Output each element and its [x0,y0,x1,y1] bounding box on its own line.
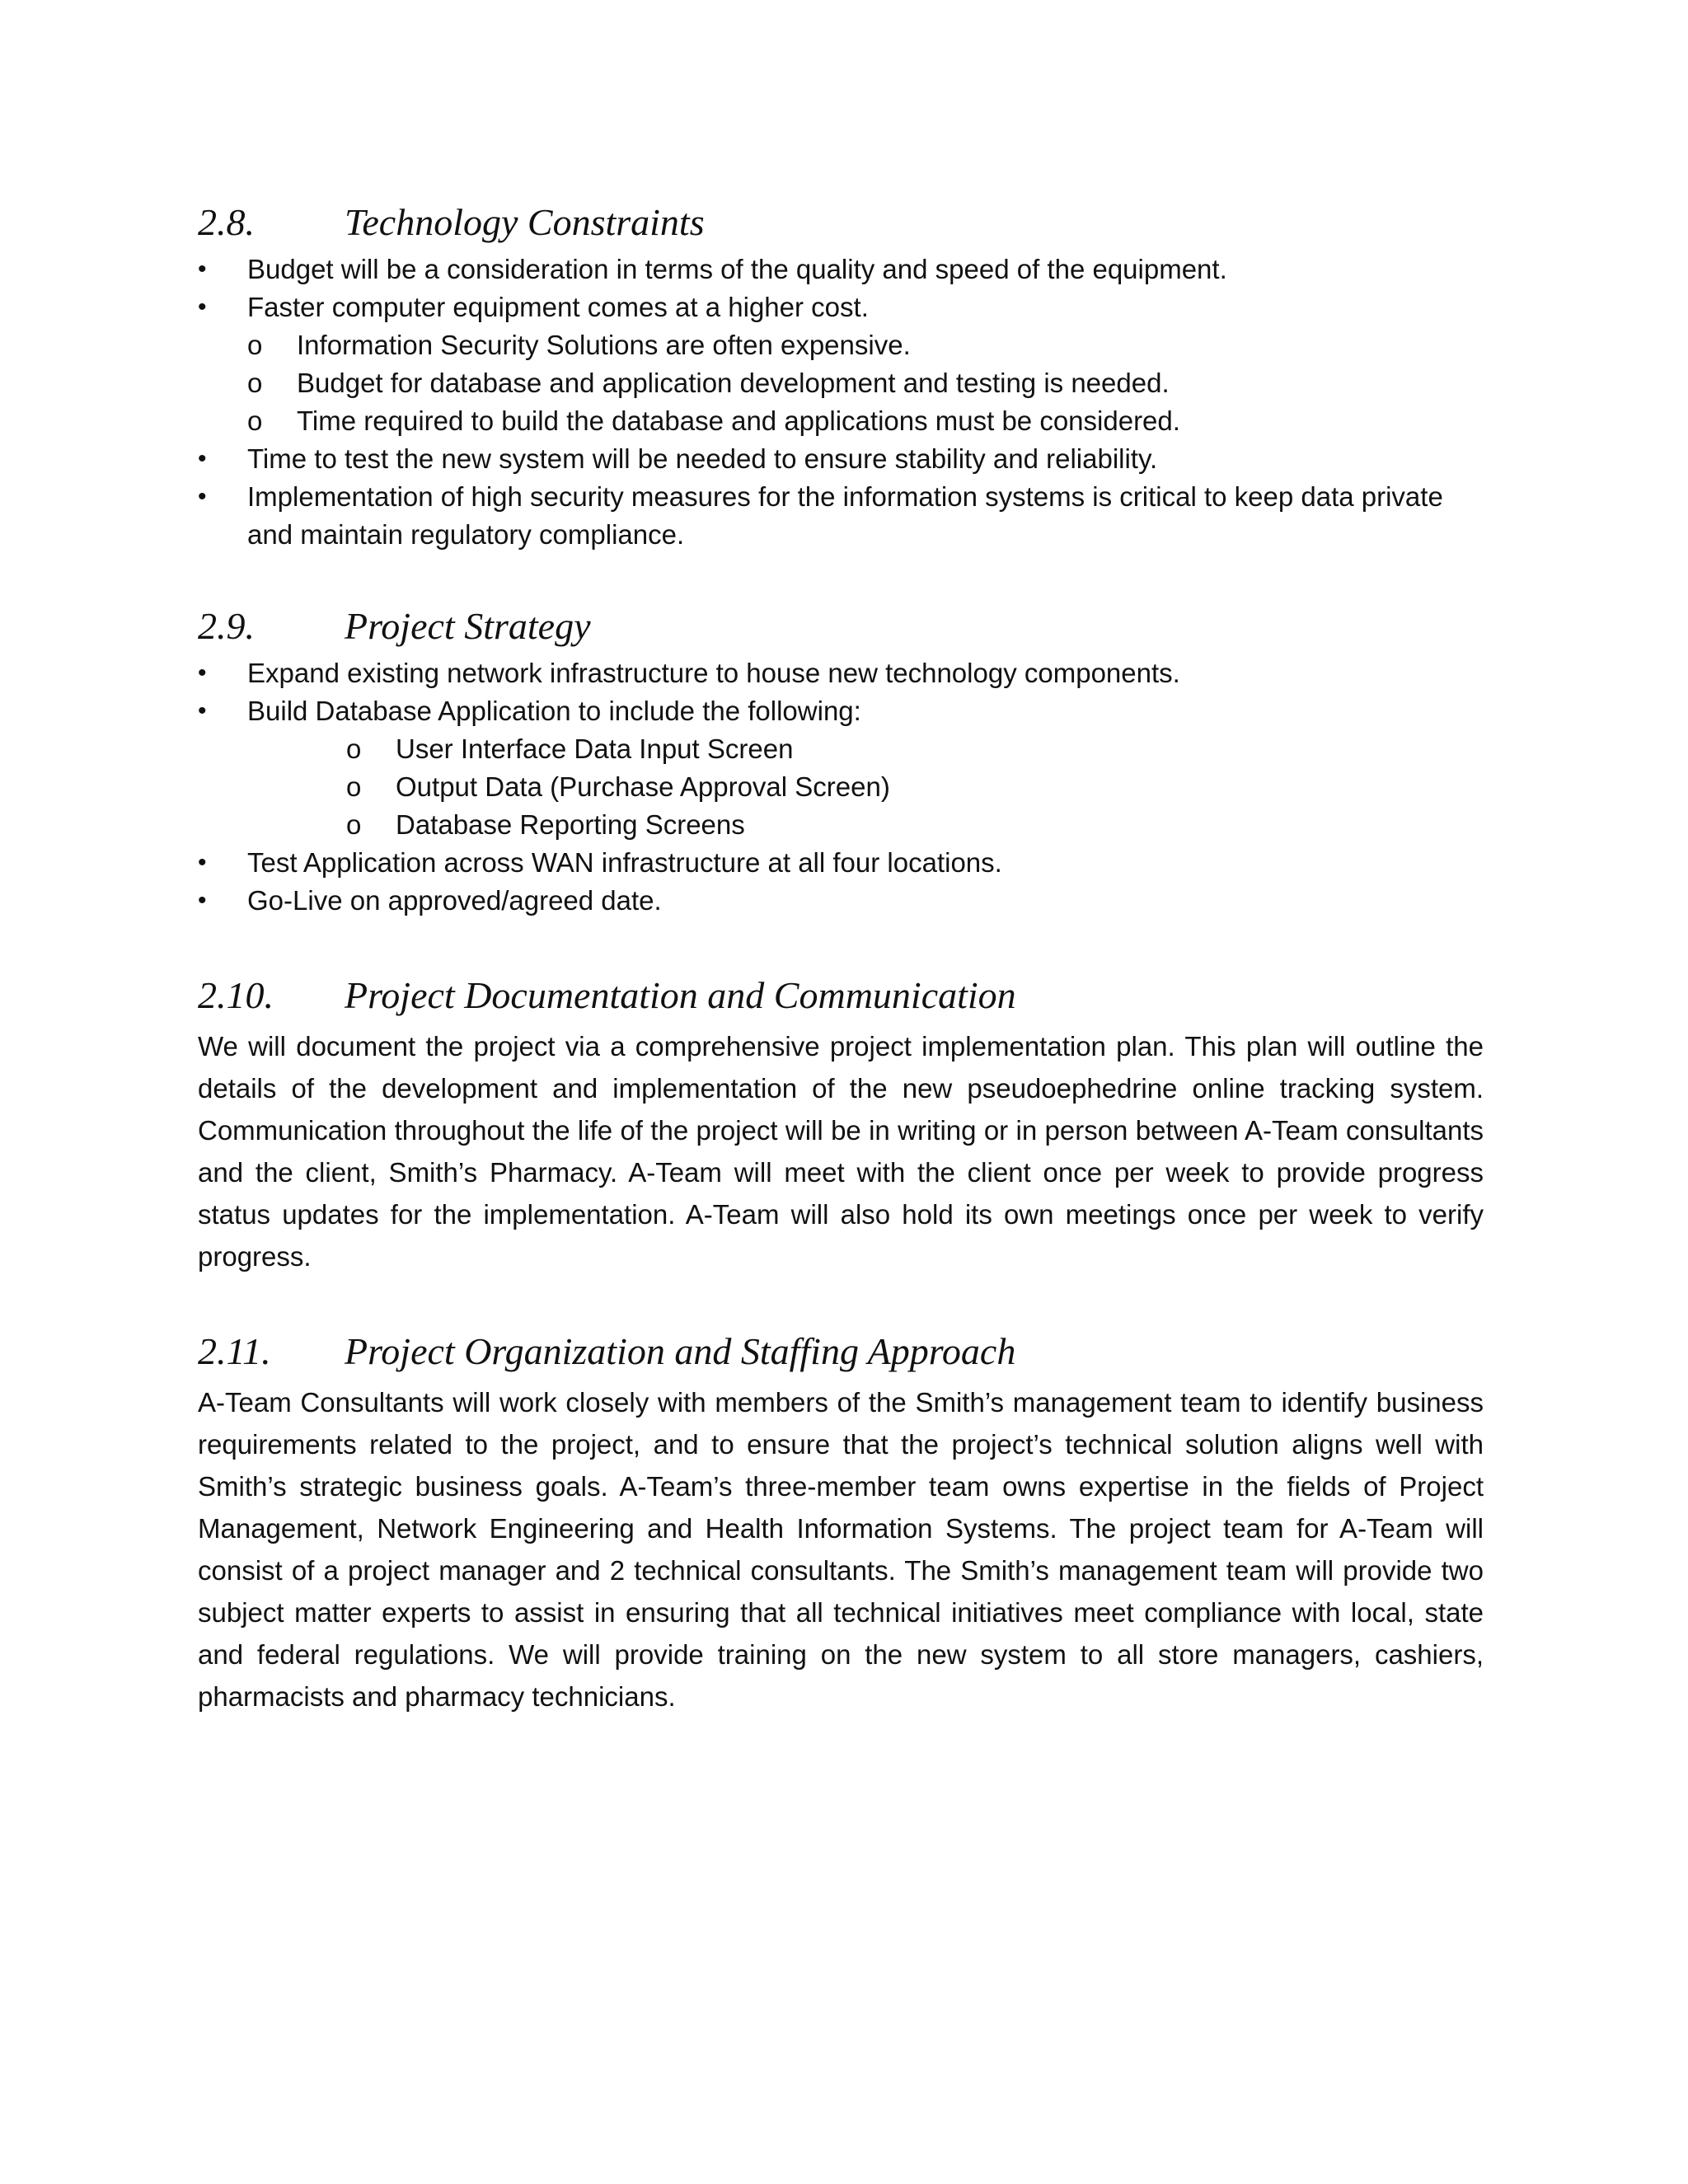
sub-list-item: o User Interface Data Input Screen [198,730,1484,768]
list-item: • Faster computer equipment comes at a higher cost. [198,288,1484,326]
bullet-marker: • [198,659,207,687]
sub-bullet-marker: o [247,368,263,398]
section-number: 2.10. [198,974,274,1016]
sub-bullet-marker: o [346,733,362,764]
constraints-list [198,251,1484,554]
bullet-marker: • [198,255,207,283]
section-title: Project Strategy [345,605,591,647]
bullet-marker: • [198,483,207,510]
sub-bullet-marker: o [346,809,362,840]
sub-list-item: o Time required to build the database and applications must be considered. [198,402,1484,440]
list-item: • Time to test the new system will be needed to ensure stability and reliability. [198,440,1484,478]
section-technology-constraints [198,199,1484,554]
section-title: Project Organization and Staffing Approach [345,1330,1016,1372]
sub-list-item: o Information Security Solutions are often expensive. [198,326,1484,364]
bullet-marker: • [198,445,207,472]
section-project-strategy [198,603,1484,920]
section-number: 2.9. [198,605,255,647]
section-heading [198,1329,1484,1375]
bullet-marker: • [198,887,207,914]
sub-list-item: o Output Data (Purchase Approval Screen) [198,768,1484,806]
section-heading [198,603,1484,649]
section-project-documentation [198,972,1484,1277]
section-title: Project Documentation and Communication [345,974,1016,1016]
section-title: Technology Constraints [345,201,705,243]
sub-list-item: o Database Reporting Screens [198,806,1484,844]
section-paragraph: We will document the project via a comprehensive project implementation plan. This plan will outline the details of the development and implementation of the new pseudoephedrine online tracking system. Communication throughout the life of the project will be in writing or in person between A-Team consultants and the client, Smith’s Pharmacy. A-Team will meet with the client once per week to provide progress status updates for the implementation. A-Team will also hold its own meetings once per week to verify progress. [198,1031,1484,1272]
section-number: 2.11. [198,1330,271,1372]
bullet-marker: • [198,697,207,724]
list-item: • Expand existing network infrastructure to house new technology components. [198,654,1484,692]
section-paragraph: A-Team Consultants will work closely with members of the Smith’s management team to identify business requirements related to the project, and to ensure that the project’s technical solution aligns well with Smith’s strategic business goals. A-Team’s three-member team owns expertise in the fields of Project Management, Network Engineering and Health Information Systems. The project team for A-Team will consist of a project manager and 2 technical consultants. The Smith’s management team will provide two subject matter experts to assist in ensuring that all technical initiatives meet compliance with local, state and federal regulations. We will provide training on the new system to all store managers, cashiers, pharmacists and pharmacy technicians. [198,1387,1484,1712]
list-item: • Budget will be a consideration in terms of the quality and speed of the equipment. [198,251,1484,288]
bullet-marker: • [198,849,207,876]
list-item: • Go-Live on approved/agreed date. [198,882,1484,920]
bullet-marker: • [198,293,207,321]
section-heading [198,972,1484,1019]
section-number: 2.8. [198,201,255,243]
sub-list-item: o Budget for database and application development and testing is needed. [198,364,1484,402]
strategy-list [198,654,1484,920]
sub-bullet-marker: o [247,405,263,436]
list-item: • Build Database Application to include the following: [198,692,1484,730]
sub-bullet-marker: o [346,771,362,802]
list-item: • Test Application across WAN infrastructure at all four locations. [198,844,1484,882]
section-heading [198,199,1484,246]
list-item: • Implementation of high security measures for the information systems is critical to keep data private and maintain regulatory compliance. [198,478,1484,554]
section-project-organization [198,1329,1484,1718]
sub-bullet-marker: o [247,330,263,360]
